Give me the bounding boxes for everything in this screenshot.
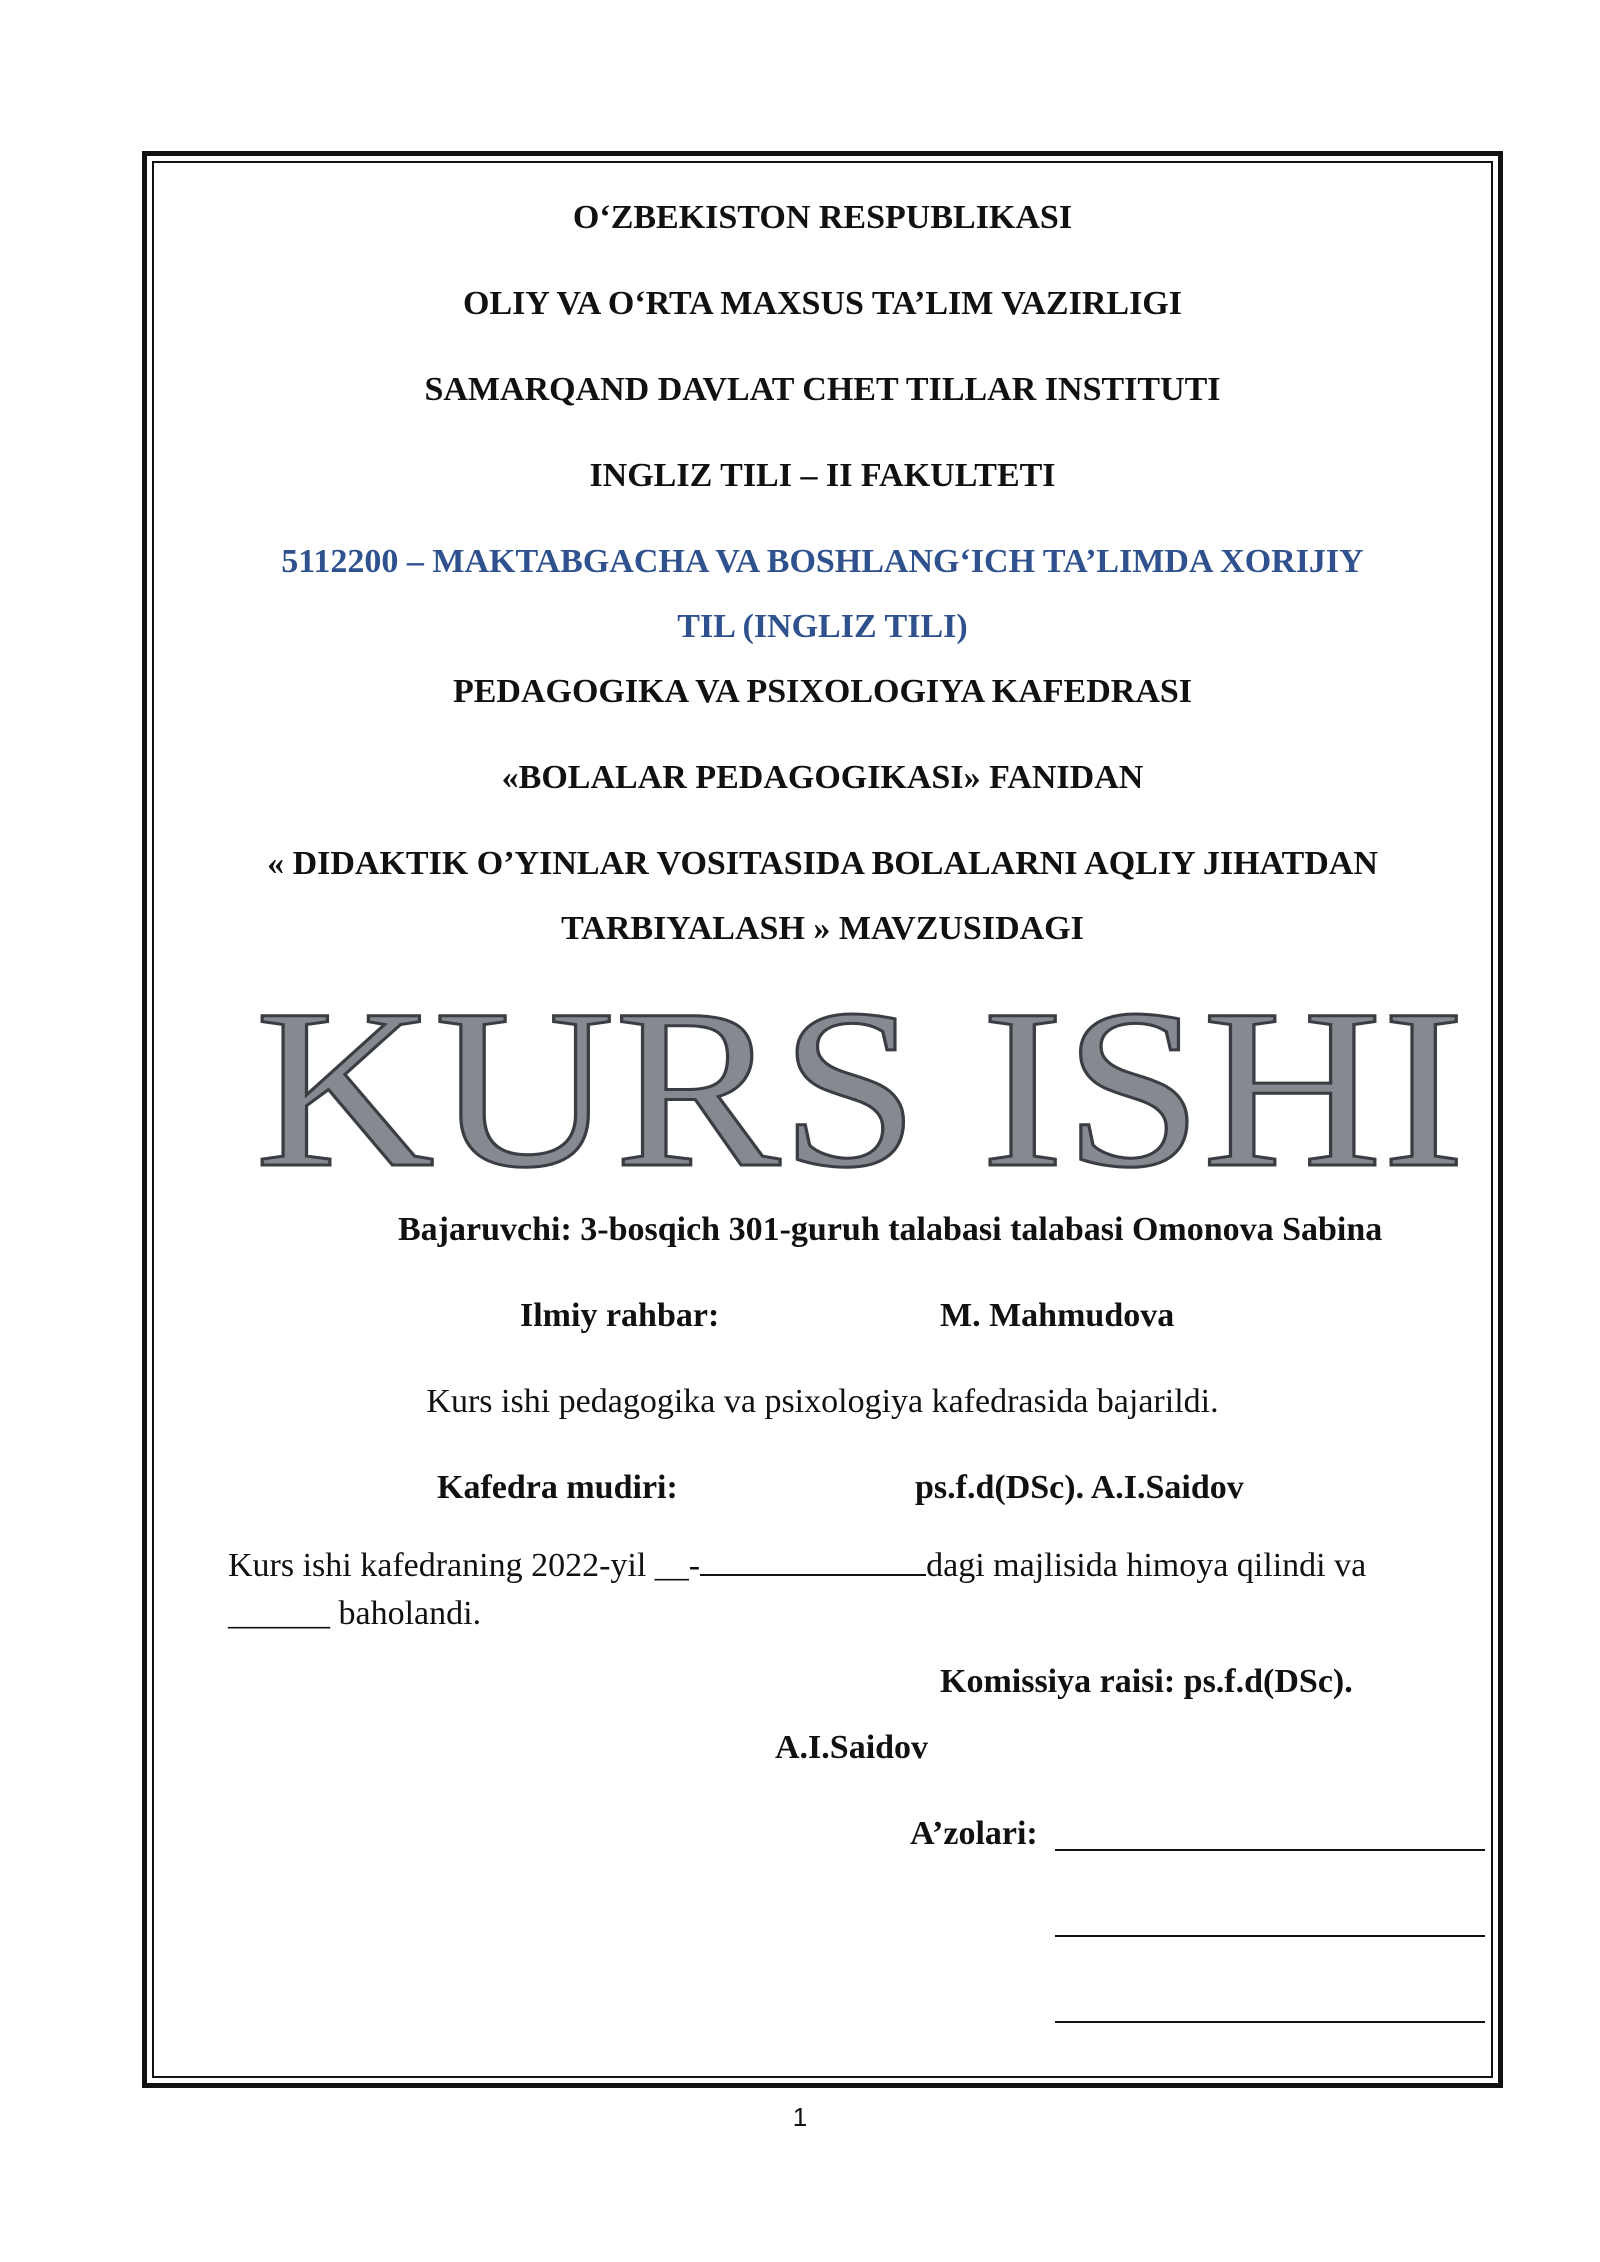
course-work-title-text: KURS ISHI <box>255 965 1465 1195</box>
country-heading: O‘ZBEKISTON RESPUBLIKASI <box>572 199 1073 236</box>
grade-line: ______ baholandi. <box>228 1595 482 1632</box>
head-label: Kafedra mudiri: <box>437 1469 678 1506</box>
defense-paragraph <box>228 1540 1488 1638</box>
commission-label: Komissiya raisi: ps.f.d(DSc). <box>940 1663 1353 1700</box>
page-number: 1 <box>792 2102 808 2132</box>
head-name: ps.f.d(DSc). A.I.Saidov <box>915 1469 1244 1506</box>
topic-line-2: TARBIYALASH » MAVZUSIDAGI <box>561 910 1084 947</box>
member-signature-line-2 <box>1055 1935 1485 1937</box>
subject-heading: «BOLALAR PEDAGOGIKASI» FANIDAN <box>501 759 1144 796</box>
date-blank <box>700 1540 926 1576</box>
specialty-line-1: 5112200 – MAKTABGACHA VA BOSHLANG‘ICH TA’LIMDA XORIJIY <box>281 543 1364 580</box>
defense-text-end: dagi majlisida himoya qilindi va <box>926 1547 1367 1584</box>
commission-name: A.I.Saidov <box>775 1729 929 1766</box>
supervisor-name: M. Mahmudova <box>940 1297 1175 1334</box>
defense-text-start: Kurs ishi kafedraning 2022-yil __- <box>228 1547 701 1584</box>
faculty-heading: INGLIZ TILI – II FAKULTETI <box>589 457 1056 494</box>
members-label: A’zolari: <box>910 1815 1038 1852</box>
course-work-title <box>240 965 1480 1195</box>
department-heading: PEDAGOGIKA VA PSIXOLOGIYA KAFEDRASI <box>452 673 1193 710</box>
supervisor-label: Ilmiy rahbar: <box>520 1297 720 1334</box>
topic-line-1: « DIDAKTIK O’YINLAR VOSITASIDA BOLALARNI AQLIY JIHATDAN <box>267 845 1378 882</box>
completed-note: Kurs ishi pedagogika va psixologiya kafedrasida bajarildi. <box>426 1383 1219 1420</box>
specialty-line-2: TIL (INGLIZ TILI) <box>677 608 968 645</box>
institute-heading: SAMARQAND DAVLAT CHET TILLAR INSTITUTI <box>424 371 1221 408</box>
performer-line: Bajaruvchi: 3-bosqich 301-guruh talabasi talabasi Omonova Sabina <box>398 1211 1383 1248</box>
member-signature-line-3 <box>1055 2021 1485 2023</box>
member-signature-line-1 <box>1055 1849 1485 1851</box>
ministry-heading: OLIY VA O‘RTA MAXSUS TA’LIM VAZIRLIGI <box>463 285 1182 322</box>
